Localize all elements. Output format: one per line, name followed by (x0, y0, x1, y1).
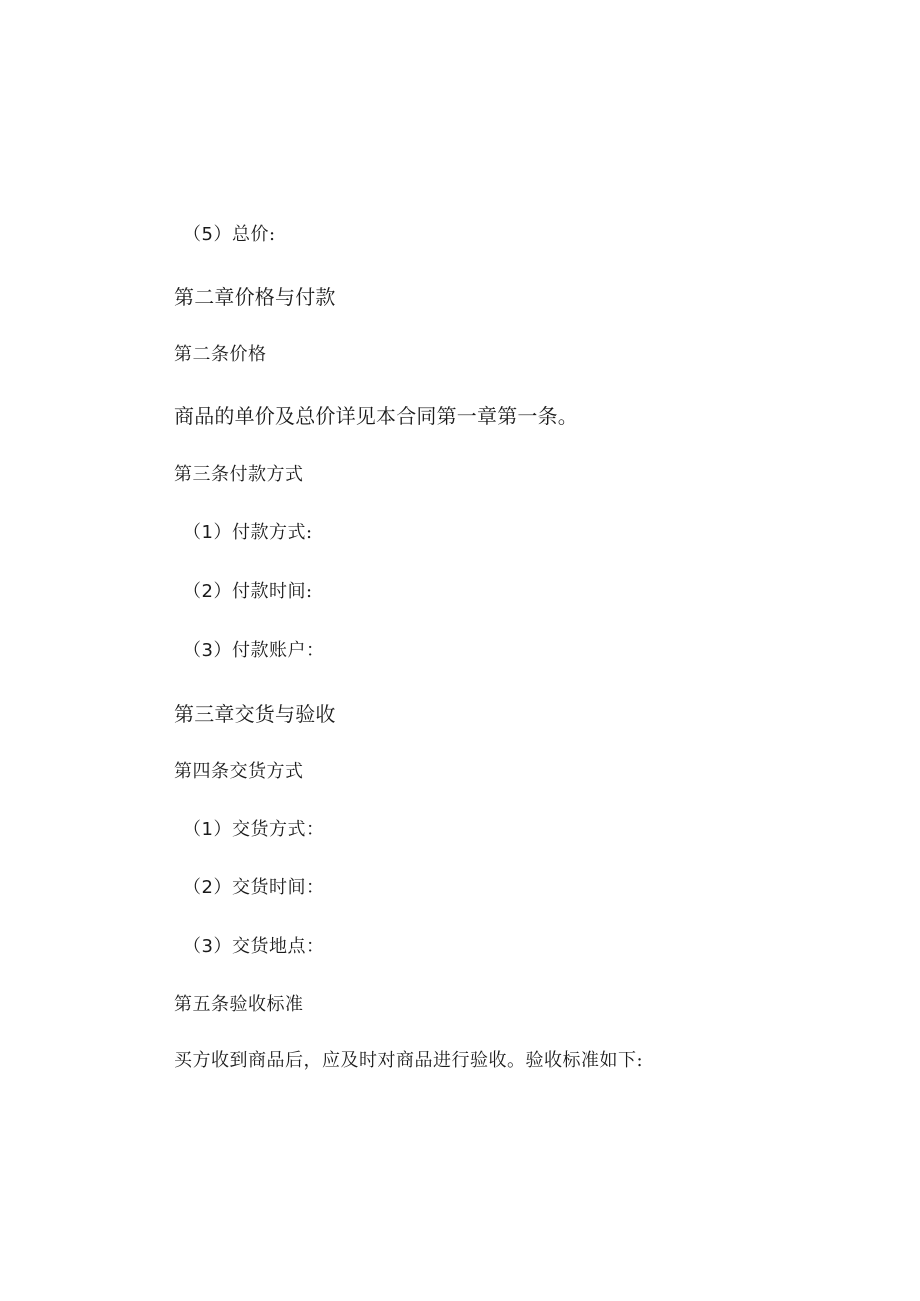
item-label: 交货时间： (231, 877, 325, 898)
item-delivery-method (183, 821, 324, 839)
item-label: 总价: (231, 224, 276, 245)
item-label: 付款账户： (231, 640, 325, 661)
item-label: 交货方式： (231, 819, 325, 840)
item-total-price (183, 226, 276, 244)
item-delivery-place (183, 938, 324, 956)
article-5-heading: 第五条验收标准 (174, 994, 304, 1015)
article-2-body: 商品的单价及总价详见本合同第一章第一条。 (174, 404, 578, 428)
item-number: （2） (183, 581, 232, 602)
item-pay-account (183, 642, 324, 660)
article-4-heading: 第四条交货方式 (174, 761, 304, 782)
item-pay-method (183, 524, 313, 542)
chapter-3-heading: 第三章交货与验收 (174, 702, 336, 726)
item-label: 付款时间: (231, 581, 313, 602)
item-pay-time (183, 583, 313, 601)
item-number: （2） (183, 877, 232, 898)
article-5-body: 买方收到商品后，应及时对商品进行验收。验收标准如下: (174, 1050, 644, 1071)
item-number: （3） (183, 936, 232, 957)
item-number: （5） (183, 224, 232, 245)
chapter-2-heading: 第二章价格与付款 (174, 285, 336, 309)
item-label: 付款方式: (231, 522, 313, 543)
item-number: （1） (183, 819, 232, 840)
item-delivery-time (183, 879, 324, 897)
item-label: 交货地点： (231, 936, 325, 957)
item-number: （1） (183, 522, 232, 543)
article-3-heading: 第三条付款方式 (174, 464, 304, 485)
item-number: （3） (183, 640, 232, 661)
article-2-heading: 第二条价格 (174, 344, 267, 365)
